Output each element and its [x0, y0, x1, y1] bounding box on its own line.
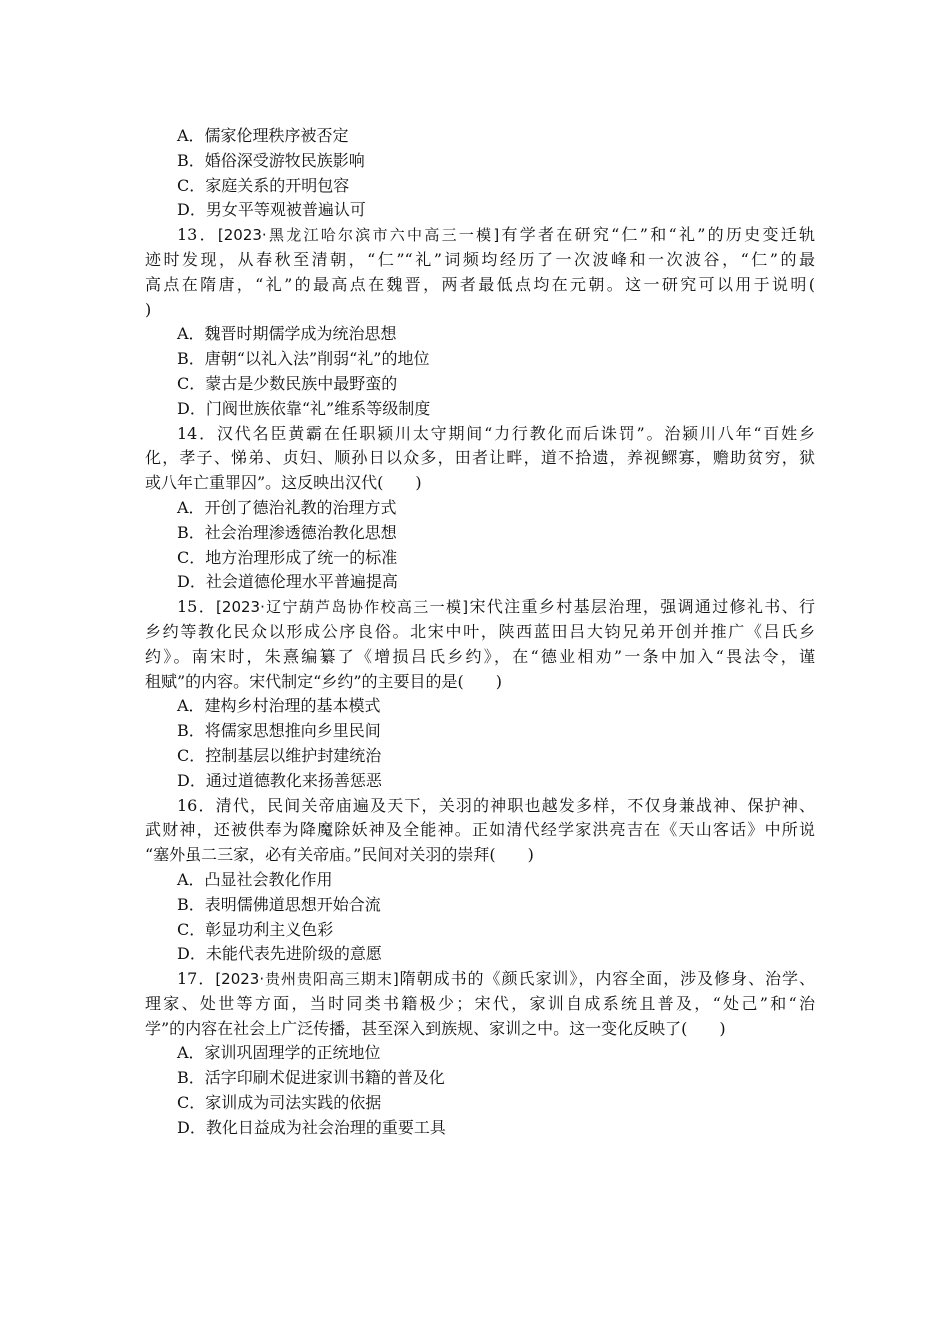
option-line: B．唐朝“以礼入法”削弱“礼”的地位 [177, 349, 430, 369]
option-line: C．彰显功利主义色彩 [177, 919, 334, 939]
option-line: B．将儒家思想推向乡里民间 [177, 721, 381, 741]
question-15-stem-line: 约》。南宋时，朱熹编纂了《增损吕氏乡约》，在“德业相劝”一条中加入“畏法令，谨 [145, 646, 815, 666]
option-line: B．表明儒佛道思想开始合流 [177, 894, 381, 914]
option-line: D．教化日益成为社会治理的重要工具 [177, 1117, 446, 1137]
question-13-stem-line: 高点在隋唐，“礼”的最高点在魏晋，两者最低点均在元朝。这一研究可以用于说明( [145, 274, 815, 294]
option-line: C．家庭关系的开明包容 [177, 175, 350, 195]
stem-text: 宋代注重乡村基层治理，强调通过修礼书、行 [468, 597, 815, 617]
question-13-stem-line [145, 223, 815, 248]
option-line: A．家训巩固理学的正统地位 [177, 1043, 381, 1063]
option-line: A．凸显社会教化作用 [177, 869, 333, 889]
question-source: [2023·辽宁葫芦岛协作校高三一模] [216, 598, 469, 617]
question-number: 14． [177, 423, 217, 443]
option-line: D．门阀世族依靠“礼”维系等级制度 [177, 398, 431, 418]
question-14-stem-line: 化，孝子、悌弟、贞妇、顺孙日以众多，田者让畔，道不拾遗，养视鳏寡，赡助贫穷，狱 [145, 448, 815, 468]
option-line: D．男女平等观被普遍认可 [177, 200, 366, 220]
question-14-stem-line [145, 422, 815, 447]
option-line: C．蒙古是少数民族中最野蛮的 [177, 373, 398, 393]
stem-text: 汉代名臣黄霸在任职颍川太守期间“力行教化而后诛罚”。治颍川八年“百姓乡 [216, 423, 815, 443]
question-14-stem-line: 或八年亡重罪囚”。这反映出汉代( ) [145, 473, 422, 493]
question-13-stem-line: ) [145, 299, 152, 319]
option-line: B．活字印刷术促进家训书籍的普及化 [177, 1068, 445, 1088]
question-number: 15． [177, 597, 217, 617]
question-number: 16． [177, 795, 216, 815]
option-line: B．社会治理渗透德治教化思想 [177, 522, 397, 542]
question-16-stem-line [145, 794, 815, 819]
question-number: 17． [177, 969, 216, 989]
stem-text: 有学者在研究“仁”和“礼”的历史变迁轨 [499, 225, 815, 245]
question-17-stem-line: 学”的内容在社会上广泛传播，甚至深入到族规、家训之中。这一变化反映了( ) [145, 1018, 726, 1038]
option-line: C．地方治理形成了统一的标准 [177, 547, 398, 567]
option-line: D．社会道德伦理水平普遍提高 [177, 572, 398, 592]
question-16-stem-line: 武财神，还被供奉为降魔除妖神及全能神。正如清代经学家洪亮吉在《天山客话》中所说 [145, 820, 815, 840]
question-number: 13． [177, 225, 218, 245]
stem-text: 清代，民间关帝庙遍及天下，关羽的神职也越发多样，不仅身兼战神、保护神、 [215, 795, 815, 815]
option-line: A．开创了德治礼教的治理方式 [177, 497, 397, 517]
question-13-stem-line: 迹时发现，从春秋至清朝，“仁”“礼”词频均经历了一次波峰和一次波谷，“仁”的最 [145, 249, 815, 269]
question-16-stem-line: “塞外虽二三家，必有关帝庙。”民间对关羽的崇拜( ) [145, 845, 534, 865]
option-line: D．通过道德教化来扬善惩恶 [177, 770, 382, 790]
option-line: A．建构乡村治理的基本模式 [177, 696, 381, 716]
option-line: C．家训成为司法实践的依据 [177, 1093, 382, 1113]
question-17-stem-line: 理家、处世等方面，当时同类书籍极少；宋代，家训自成系统且普及，“处己”和“治 [145, 993, 815, 1013]
option-line: C．控制基层以维护封建统治 [177, 745, 382, 765]
option-line: D．未能代表先进阶级的意愿 [177, 944, 382, 964]
option-line: A．魏晋时期儒学成为统治思想 [177, 324, 397, 344]
question-15-stem-line [145, 595, 815, 620]
question-15-stem-line: 乡约等教化民众以形成公序良俗。北宋中叶，陕西蓝田吕大钧兄弟开创并推广《吕氏乡 [145, 621, 815, 641]
option-line: A．儒家伦理秩序被否定 [177, 126, 349, 145]
question-list [145, 124, 815, 1141]
question-source: [2023·贵州贵阳高三期末] [215, 970, 399, 989]
question-15-stem-line: 租赋”的内容。宋代制定“乡约”的主要目的是( ) [145, 671, 503, 691]
option-line: B．婚俗深受游牧民族影响 [177, 150, 365, 170]
question-source: [2023·黑龙江哈尔滨市六中高三一模] [217, 226, 500, 245]
question-17-stem-line [145, 967, 815, 992]
stem-text: 隋朝成书的《颜氏家训》，内容全面，涉及修身、治学、 [398, 969, 815, 989]
